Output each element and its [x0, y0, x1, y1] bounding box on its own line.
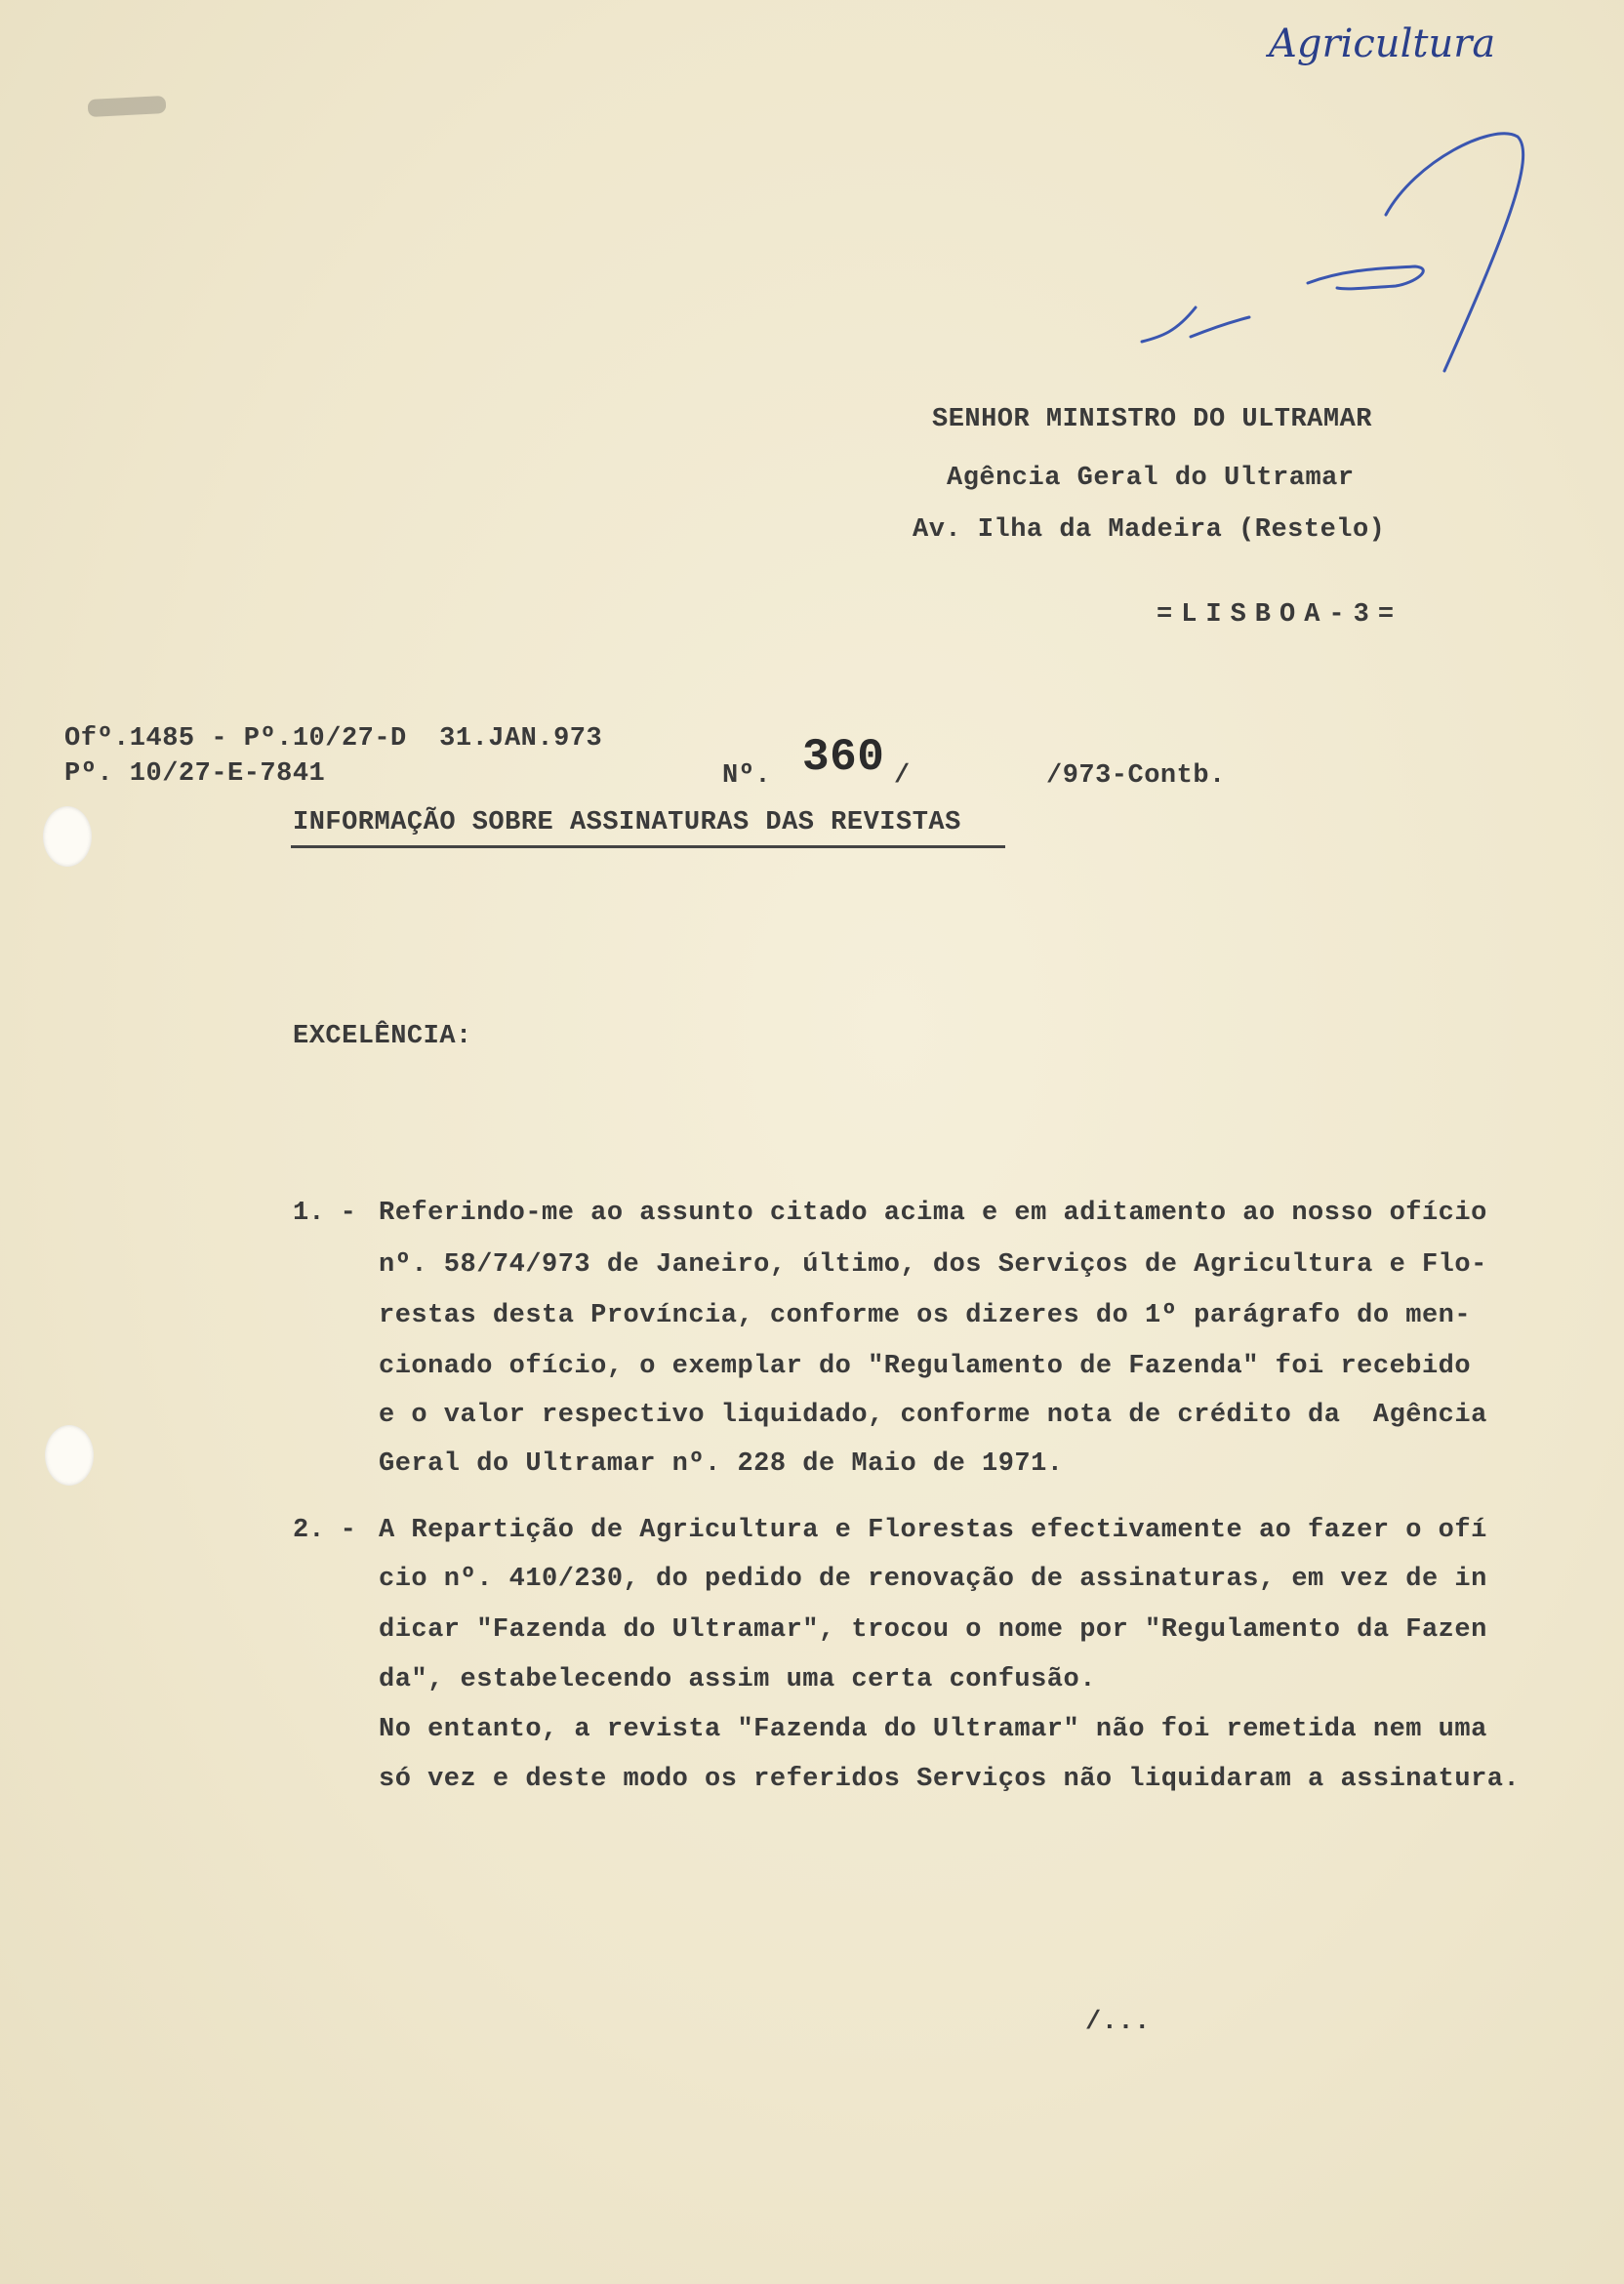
punch-hole-top — [43, 806, 92, 867]
salutation: EXCELÊNCIA: — [293, 1022, 472, 1051]
addressee-city: =LISBOA-3= — [1157, 600, 1403, 630]
addressee-line-2: Agência Geral do Ultramar — [947, 464, 1355, 493]
subject-title: INFORMAÇÃO SOBRE ASSINATURAS DAS REVISTAS — [293, 808, 961, 837]
punch-hole-bottom — [45, 1425, 94, 1486]
paragraph-1-line: Geral do Ultramar nº. 228 de Maio de 1971. — [379, 1449, 1064, 1479]
subject-underline — [291, 845, 1005, 848]
paragraph-2-line: A Repartição de Agricultura e Florestas efectivamente ao fazer o ofí — [379, 1516, 1487, 1545]
handwritten-annotation: Agricultura — [1269, 21, 1496, 66]
reference-line-1: Ofº.1485 - Pº.10/27-D 31.JAN.973 — [64, 724, 603, 754]
reference-number-label: Nº. — [722, 761, 772, 791]
reference-number-suffix: /973-Contb. — [1046, 761, 1226, 791]
addressee-line-1: SENHOR MINISTRO DO ULTRAMAR — [932, 405, 1372, 434]
reference-number-value: 360 — [802, 732, 885, 783]
paragraph-2-line: cio nº. 410/230, do pedido de renovação de assinaturas, em vez de in — [379, 1565, 1487, 1594]
ink-smudge — [88, 96, 167, 117]
continuation-marker: /... — [1085, 2008, 1151, 2037]
paragraph-2-line: da", estabelecendo assim uma certa confusão. — [379, 1665, 1096, 1694]
paragraph-1-line: Referindo-me ao assunto citado acima e em aditamento ao nosso ofício — [379, 1199, 1487, 1228]
paragraph-1-line: nº. 58/74/973 de Janeiro, último, dos Serviços de Agricultura e Flo- — [379, 1250, 1487, 1280]
handwritten-mark-icon — [1122, 122, 1542, 415]
paragraph-2-line: dicar "Fazenda do Ultramar", trocou o nome por "Regulamento da Fazen — [379, 1615, 1487, 1645]
addressee-line-3: Av. Ilha da Madeira (Restelo) — [913, 515, 1386, 545]
paragraph-2-line: No entanto, a revista "Fazenda do Ultramar" não foi remetida nem uma — [379, 1715, 1487, 1744]
paragraph-2-number: 2. - — [293, 1516, 356, 1545]
paragraph-1-line: cionado ofício, o exemplar do "Regulamento de Fazenda" foi recebido — [379, 1352, 1472, 1381]
paragraph-1-number: 1. - — [293, 1199, 356, 1228]
paragraph-1-line: restas desta Província, conforme os dizeres do 1º parágrafo do men- — [379, 1301, 1472, 1330]
reference-number-slash: / — [894, 761, 911, 791]
paragraph-1-line: e o valor respectivo liquidado, conforme nota de crédito da Agência — [379, 1401, 1487, 1430]
paragraph-2-line: só vez e deste modo os referidos Serviços não liquidaram a assinatura. — [379, 1765, 1521, 1794]
reference-line-2: Pº. 10/27-E-7841 — [64, 759, 326, 789]
